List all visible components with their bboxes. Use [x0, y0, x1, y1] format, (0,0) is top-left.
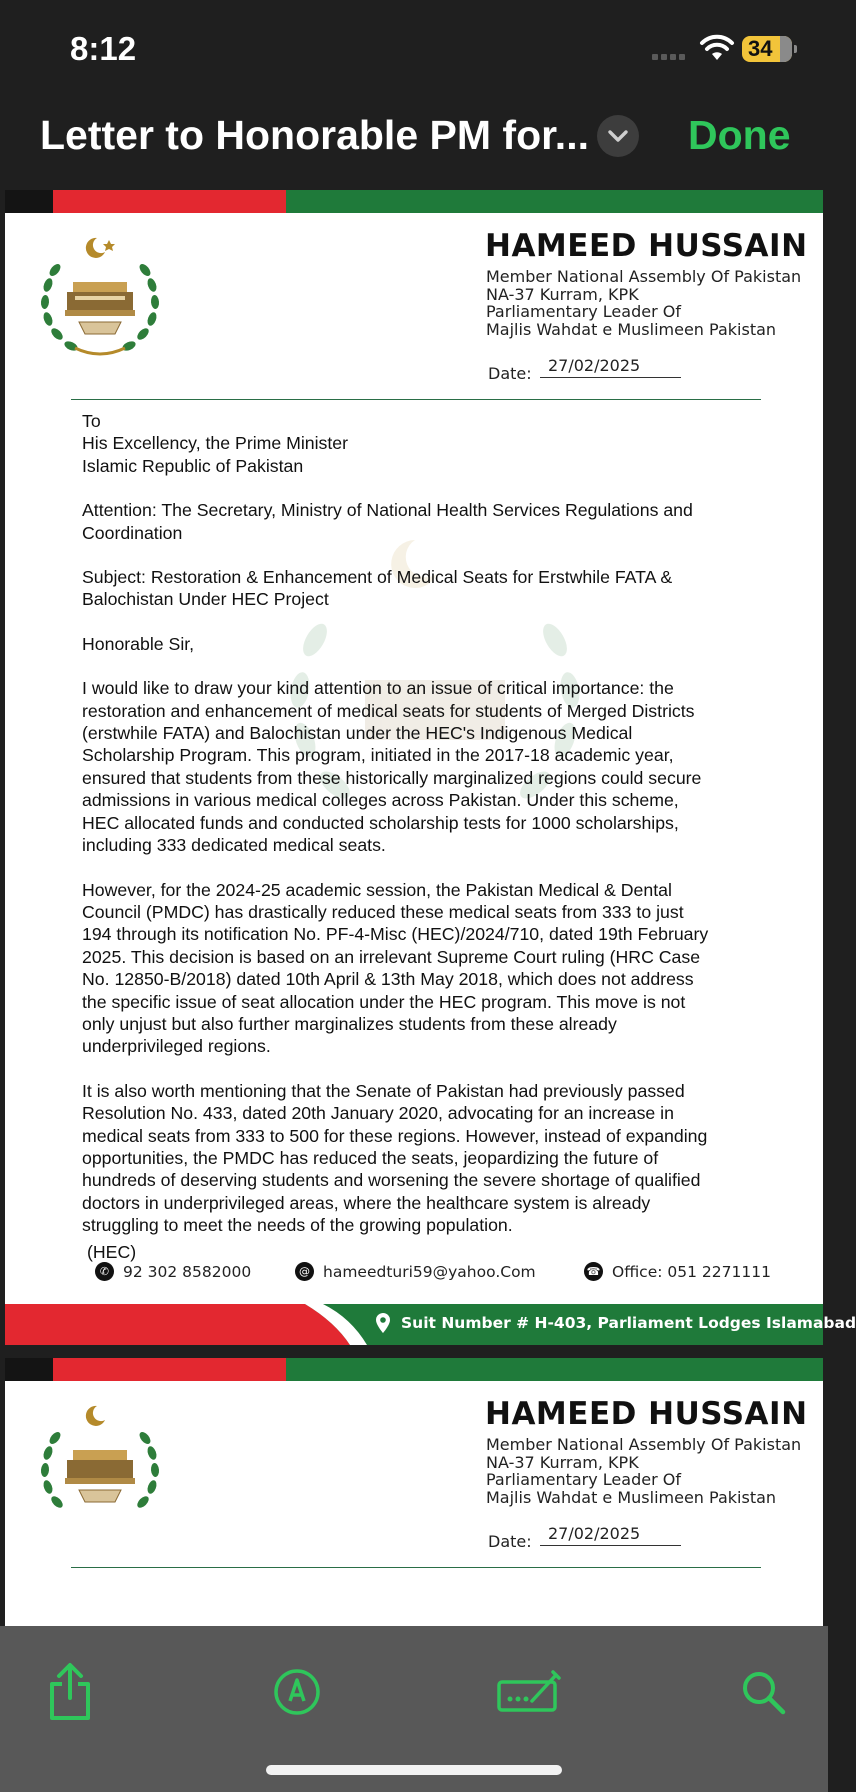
- footer-phone: [95, 1262, 251, 1281]
- text-line: struggling to meet the needs of the growing population.: [82, 1215, 513, 1236]
- text-line: Council (PMDC) has drastically reduced these medical seats from 333 to just: [82, 901, 684, 922]
- wifi-icon: [700, 36, 734, 62]
- text-line: opportunities, the PMDC has reduced the seats, jeopardizing the future of: [82, 1147, 659, 1168]
- text-line: doctors in underprivileged areas, where the healthcare system is already: [82, 1192, 651, 1213]
- text-line: underprivileged regions.: [82, 1036, 271, 1057]
- letterhead-line: Parliamentary Leader Of: [486, 302, 681, 321]
- text-line: ensured that students from these historically marginalized regions could secure: [82, 767, 702, 788]
- footer-office: [584, 1262, 771, 1281]
- status-bar: [0, 0, 828, 96]
- text-line: Islamic Republic of Pakistan: [82, 455, 304, 476]
- attention-line: [82, 499, 782, 544]
- phone-number: 92 302 8582000: [123, 1262, 252, 1281]
- document-viewer[interactable]: [0, 190, 856, 1626]
- signature-icon: [496, 1669, 562, 1715]
- text-line: Attention: The Secretary, Ministry of National Health Services Regulations and: [82, 500, 693, 521]
- email-icon: @: [295, 1262, 314, 1281]
- text-line: Scholarship Program. This program, initiated in the 2017-18 academic year,: [82, 745, 674, 766]
- cellular-signal-icon: [652, 54, 685, 60]
- footer-contacts: [5, 1262, 823, 1292]
- text-line: However, for the 2024-25 academic session, the Pakistan Medical & Dental: [82, 879, 672, 900]
- done-button[interactable]: Done: [688, 112, 791, 158]
- paragraph-3: [82, 1080, 782, 1237]
- salutation: Honorable Sir,: [82, 633, 195, 654]
- address-text: Suit Number # H-403, Parliament Lodges Islamabad: [401, 1314, 856, 1332]
- flag-stripe: [5, 1358, 823, 1381]
- text-line: admissions in various medical colleges across Pakistan. Under this scheme,: [82, 790, 679, 811]
- share-button[interactable]: [40, 1662, 100, 1722]
- national-assembly-emblem: [35, 1398, 165, 1538]
- text-line: Resolution No. 433, dated 20th January 2020, advocating for an increase in: [82, 1103, 674, 1124]
- markup-icon: [273, 1668, 321, 1716]
- text-line: the specific issue of seat allocation under the HEC program. This move is not: [82, 991, 686, 1012]
- date-value: 27/02/2025: [540, 356, 681, 378]
- document-title[interactable]: Letter to Honorable PM for...: [40, 112, 589, 158]
- letterhead-line: NA-37 Kurram, KPK: [486, 1452, 639, 1472]
- chevron-down-icon: [607, 129, 629, 143]
- email-address: hameedturi59@yahoo.Com: [323, 1262, 536, 1281]
- trailing-text: (HEC): [87, 1242, 137, 1262]
- status-time: 8:12: [70, 30, 137, 67]
- office-number: Office: 051 2271111: [612, 1262, 771, 1281]
- text-line: only unjust but also further marginalizes students from these already: [82, 1013, 617, 1034]
- letterhead-designation: [486, 1436, 801, 1506]
- letterhead-name: HAMEED HUSSAIN: [485, 1396, 808, 1432]
- date-label: Date:: [488, 364, 532, 383]
- letterhead-line: Majlis Wahdat e Muslimeen Pakistan: [486, 1487, 777, 1507]
- search-icon: [739, 1668, 787, 1716]
- letterhead-line: Member National Assembly Of Pakistan: [486, 1435, 802, 1454]
- letter-body: [82, 410, 782, 1259]
- national-assembly-emblem: [35, 230, 165, 370]
- letterhead-line: Parliamentary Leader Of: [486, 1470, 681, 1489]
- footer-email: [295, 1262, 536, 1281]
- letter-page-1: [5, 190, 856, 1345]
- text-line: medical seats from 333 to 500 for these regions. However, instead of expanding: [82, 1125, 708, 1146]
- location-pin-icon: [375, 1312, 391, 1334]
- text-line: 194 through its notification No. PF-4-Misc (HEC)/2024/710, dated 19th February: [82, 924, 709, 945]
- flag-stripe: [5, 190, 823, 213]
- office-phone-icon: ☎: [584, 1262, 603, 1281]
- header-divider: [71, 1567, 761, 1568]
- text-line: Balochistan Under HEC Project: [82, 589, 329, 610]
- letterhead-designation: [486, 268, 801, 338]
- text-line: Coordination: [82, 522, 183, 543]
- paragraph-2: [82, 879, 782, 1058]
- subject-line: [82, 566, 782, 611]
- text-line: restoration and enhancement of medical seats for students of Merged Districts: [82, 700, 695, 721]
- footer-address: [375, 1312, 856, 1334]
- text-line: 2025. This decision is based on an irrelevant Supreme Court ruling (HRC Case: [82, 946, 701, 967]
- search-button[interactable]: [733, 1662, 793, 1722]
- text-line: hundreds of deserving students and worsening the severe shortage of qualified: [82, 1170, 701, 1191]
- text-line: HEC allocated funds and conducted scholarship tests for 1000 scholarships,: [82, 812, 679, 833]
- text-line: It is also worth mentioning that the Senate of Pakistan had previously passed: [82, 1080, 685, 1101]
- date-value: 27/02/2025: [540, 1524, 681, 1546]
- text-line: To: [82, 411, 101, 431]
- battery-icon: [742, 36, 792, 62]
- paragraph-1: [82, 677, 782, 856]
- letterhead-name: HAMEED HUSSAIN: [485, 228, 808, 264]
- text-line: I would like to draw your kind attention to an issue of critical importance: the: [82, 678, 674, 699]
- text-line: No. 12850-B/2018) dated 10th April & 13th May 2018, which does not address: [82, 969, 694, 990]
- text-line: His Excellency, the Prime Minister: [82, 433, 349, 454]
- header-divider: [71, 399, 761, 400]
- title-menu-button[interactable]: [597, 115, 639, 157]
- letterhead-line: Majlis Wahdat e Muslimeen Pakistan: [486, 319, 777, 339]
- letterhead-line: Member National Assembly Of Pakistan: [486, 267, 802, 286]
- share-icon: [46, 1662, 94, 1722]
- text-line: including 333 dedicated medical seats.: [82, 835, 386, 856]
- date-label: Date:: [488, 1532, 532, 1551]
- letter-page-2: [5, 1358, 823, 1658]
- text-line: Subject: Restoration & Enhancement of Medical Seats for Erstwhile FATA &: [82, 567, 673, 588]
- text-line: (erstwhile FATA) and Balochistan under the HEC's Indigenous Medical: [82, 723, 633, 744]
- signature-button[interactable]: [494, 1662, 564, 1722]
- home-indicator[interactable]: [266, 1765, 562, 1775]
- markup-button[interactable]: [267, 1662, 327, 1722]
- recipient-address: [82, 410, 782, 477]
- letterhead-line: NA-37 Kurram, KPK: [486, 284, 639, 304]
- battery-level: 34: [748, 36, 773, 61]
- phone-icon: ✆: [95, 1262, 114, 1281]
